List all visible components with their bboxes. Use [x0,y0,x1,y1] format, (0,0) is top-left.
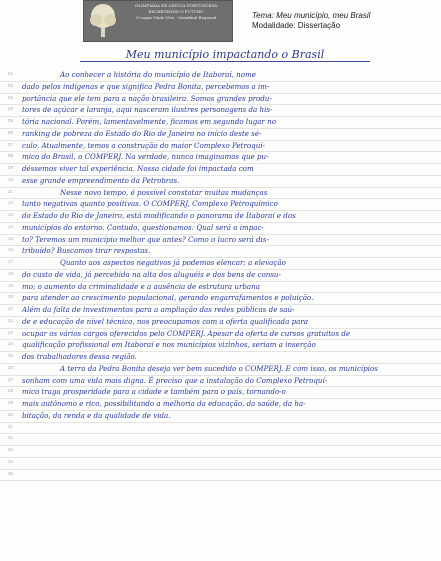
line-number: 29 [8,400,14,405]
essay-line [0,141,441,153]
line-number: 23 [8,329,14,335]
handwritten-text: Nesse novo tempo, é possível constatar muitas mudanças [60,187,268,197]
essay-line [0,329,441,341]
essay-line [0,270,441,282]
essay-line [0,458,441,470]
line-number: 22 [8,317,14,323]
essay-lines [0,70,441,481]
olympiad-logo [83,0,233,42]
handwritten-text: to? Teremos um município melhor que antes? Como o lucro será dis- [22,234,269,244]
essay-line [0,188,441,200]
handwritten-text: do Estado do Rio de Janeiro, está modificando o panorama de Itaboraí e dos [22,211,296,220]
essay-line [0,434,441,446]
essay-title: Meu município impactando o Brasil [80,48,370,62]
handwritten-text: dos trabalhadores dessa região. [22,352,137,361]
essay-line [0,411,441,423]
essay-line [0,105,441,117]
essay-line [0,164,441,176]
handwritten-text: mico do Brasil, o COMPERJ. Na verdade, nunca imaginamos que pu- [22,152,269,162]
line-number: 24 [8,341,14,347]
org-line: ESCREVENDO O FUTURO [148,9,204,14]
handwritten-text: do custo de vida, já percebida na alta dos aluguéis e dos bens de consu- [22,269,281,279]
line-number: 30 [8,411,14,417]
essay-line [0,152,441,164]
handwritten-text: Além da falta de investimentos para a ampliação das redes públicas de saú- [22,305,295,314]
handwritten-text: dado pelos indígenas e que significa Pedra Bonita, percebemos a im- [22,81,270,91]
line-number: 11 [8,188,13,194]
essay-line [0,446,441,458]
mode-label: Modalidade: Dissertação [252,21,341,30]
essay-line [0,176,441,188]
essay-line [0,258,441,270]
line-number: 08 [8,153,14,159]
line-number: 10 [8,176,14,182]
essay-line [0,423,441,435]
essay-line [0,305,441,317]
line-number: 18 [8,270,14,276]
handwritten-text: tória nacional. Porém, lamentavelmente, ficamos em segundo lugar no [22,117,277,126]
line-number: 03 [8,94,14,100]
line-number: 15 [8,235,14,241]
essay-line [0,364,441,376]
handwritten-text: tanto negativas quanto positivas. O COMPERJ, Complexo Petroquímico [22,199,278,209]
handwritten-text: mo; o aumento da criminalidade e a ausência de estrutura urbana [22,281,260,291]
handwritten-text: portância que ele tem para a nação brasileira. Somos grandes produ- [22,93,272,103]
org-line: O Lugar Onde Vivo · Semifinal Regional [135,15,217,20]
line-number: 20 [8,294,14,300]
line-number: 13 [8,212,14,217]
essay-line [0,94,441,106]
handwritten-text: qualificação profissional em Itaboraí e nos municípios vizinhos, seriam a inserção [22,340,316,350]
line-number: 09 [8,165,14,170]
theme-label: Tema: Meu município, meu Brasil [252,11,371,20]
handwritten-text: Quanto aos aspectos negativos já podemos elencar: a elevação [60,258,286,267]
essay-line [0,129,441,141]
handwritten-text: ocupar os vários cargos oferecidos pelo COMPERJ. Apesar da oferta de cursos gratuitos de [22,328,351,338]
handwritten-text: para atender ao crescimento populacional, gerando engarrafamentos e poluição. [22,293,314,303]
line-number: 16 [8,247,14,253]
line-number: 02 [8,82,14,88]
handwritten-text: mais autônomo e rico, possibilitando a melhoria da educação, da saúde, da ha- [22,399,306,408]
line-number: 33 [8,447,14,452]
handwritten-text: municípios do entorno. Contudo, questionamos: Qual será o impac- [22,222,264,232]
line-number: 05 [8,118,14,123]
essay-line [0,199,441,211]
handwritten-text: bitação, da renda e da qualidade de vida. [22,410,171,420]
line-number: 21 [8,306,14,311]
line-number: 35 [8,470,14,476]
essay-line [0,399,441,411]
essay-line [0,387,441,399]
essay-line [0,82,441,94]
line-number: 07 [8,141,14,147]
line-number: 28 [8,388,14,394]
org-line: OLIMPÍADA DE LÍNGUA PORTUGUESA [135,3,217,8]
line-number: 01 [8,71,14,76]
header-info [252,11,370,31]
line-number: 27 [8,376,14,382]
handwritten-text: déssemos viver tal experiência. Nossa cidade foi impactada com [22,164,254,173]
essay-line [0,282,441,294]
line-number: 19 [8,282,14,288]
handwritten-text: tores de açúcar e laranja, aqui nasceram ilustres personagens da his- [22,105,273,115]
handwritten-text: Ao conhecer a história do município de Itaboraí, nome [60,70,256,79]
line-number: 04 [8,106,14,112]
handwritten-text: esse grande empreendimento da Petrobras. [22,175,180,185]
line-number: 31 [8,423,14,429]
handwritten-text: A terra da Pedra Bonita deseja ver bem sucedido o COMPERJ. E com isso, os municípios [60,363,378,373]
essay-line [0,340,441,352]
essay-line [0,293,441,305]
line-number: 12 [8,200,14,206]
olympiad-name [122,3,230,21]
essay-line [0,117,441,129]
tree-icon [86,2,120,39]
essay-line [0,235,441,247]
essay-line [0,376,441,388]
line-number: 26 [8,364,14,370]
line-number: 14 [8,223,14,229]
handwritten-text: de e educação de nível técnico, nos preocupamos com a oferta qualificada para [22,316,308,326]
essay-line [0,352,441,364]
essay-line [0,246,441,258]
essay-line [0,70,441,82]
essay-line [0,317,441,329]
essay-line [0,211,441,223]
line-number: 32 [8,435,14,441]
handwritten-text: ranking de pobreza do Estado do Rio de Janeiro no início deste sé- [22,128,262,138]
handwritten-text: tribuído? Buscamos tirar respostas. [22,246,151,256]
handwritten-text: sonham com uma vida mais digna. É preciso que a instalação do Complexo Petroquí- [22,375,328,385]
line-number: 25 [8,353,14,358]
handwritten-text: culo. Atualmente, temos a construção do maior Complexo Petroquí- [22,140,265,150]
line-number: 06 [8,129,14,135]
essay-line [0,470,441,482]
essay-line [0,223,441,235]
handwritten-text: mico traga prosperidade para a cidade e também para o país, tornando-o [22,387,286,397]
line-number: 34 [8,458,14,464]
line-number: 17 [8,259,14,264]
